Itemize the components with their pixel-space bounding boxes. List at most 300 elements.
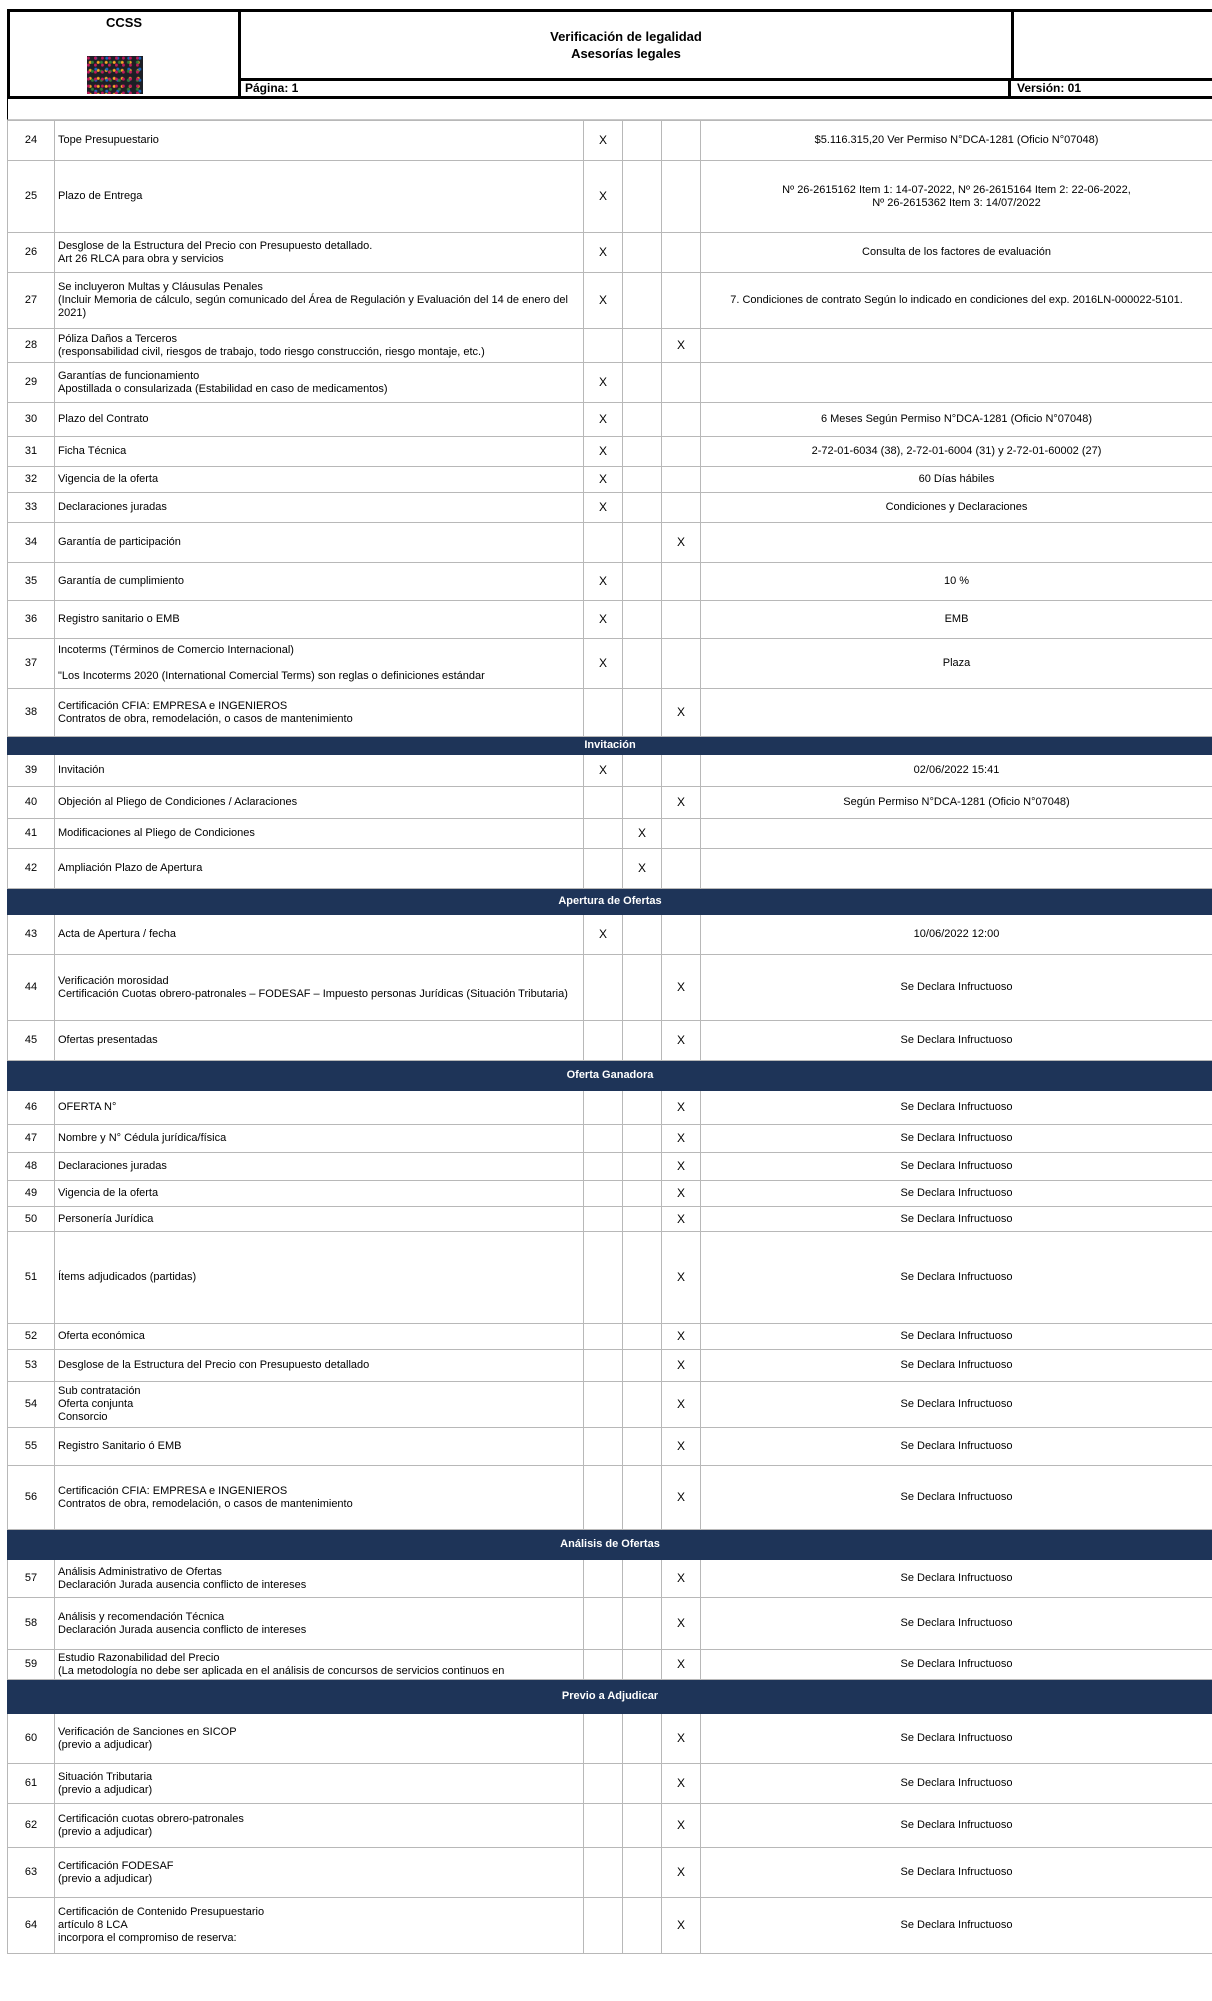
check-col-2 — [623, 161, 662, 233]
row-description: Ofertas presentadas — [55, 1021, 584, 1061]
org-logo — [87, 56, 143, 94]
row-number: 64 — [8, 1898, 55, 1954]
check-col-3: X — [662, 1466, 701, 1530]
row-observation: Nº 26-2615162 Item 1: 14-07-2022, Nº 26-2615164 Item 2: 22-06-2022, Nº 26-2615362 Item 3: 14/07/2022 — [701, 161, 1212, 233]
row-number: 31 — [8, 437, 55, 467]
check-col-2 — [623, 1324, 662, 1350]
row-description: Ficha Técnica — [55, 437, 584, 467]
row-description: Garantías de funcionamiento Apostillada o consularizada (Estabilidad en caso de medicamentos) — [55, 363, 584, 403]
table-row — [8, 329, 1212, 363]
row-observation: Se Declara Infructuoso — [701, 1560, 1212, 1598]
check-col-3: X — [662, 787, 701, 819]
check-col-2 — [623, 329, 662, 363]
section-title: Invitación — [8, 737, 1212, 755]
check-col-2 — [623, 1650, 662, 1680]
check-col-1: X — [584, 639, 623, 689]
section-header — [8, 1530, 1212, 1560]
check-col-3: X — [662, 1848, 701, 1898]
table-row — [8, 1181, 1212, 1207]
check-col-2 — [623, 121, 662, 161]
check-col-3 — [662, 915, 701, 955]
page-number: Página: 1 — [241, 81, 1011, 96]
table-row — [8, 755, 1212, 787]
check-col-1 — [584, 1125, 623, 1153]
check-col-1 — [584, 523, 623, 563]
row-number: 46 — [8, 1091, 55, 1125]
check-col-3: X — [662, 1181, 701, 1207]
table-row — [8, 161, 1212, 233]
row-description: Ampliación Plazo de Apertura — [55, 849, 584, 889]
row-number: 33 — [8, 493, 55, 523]
check-col-1 — [584, 1898, 623, 1954]
check-col-3 — [662, 403, 701, 437]
check-col-2 — [623, 563, 662, 601]
check-col-1 — [584, 1650, 623, 1680]
row-observation: 7. Condiciones de contrato Según lo indicado en condiciones del exp. 2016LN-000022-5101. — [701, 273, 1212, 329]
row-observation — [701, 363, 1212, 403]
table-row — [8, 523, 1212, 563]
check-col-3 — [662, 121, 701, 161]
check-col-1 — [584, 1021, 623, 1061]
row-observation: Se Declara Infructuoso — [701, 1153, 1212, 1181]
document-subtitle: Asesorías legales — [571, 46, 681, 61]
section-header — [8, 1061, 1212, 1091]
table-row — [8, 915, 1212, 955]
row-number: 34 — [8, 523, 55, 563]
check-col-2 — [623, 1232, 662, 1324]
row-description: Registro Sanitario ó EMB — [55, 1428, 584, 1466]
row-number: 39 — [8, 755, 55, 787]
row-description: Garantía de participación — [55, 523, 584, 563]
check-col-1 — [584, 1181, 623, 1207]
row-number: 25 — [8, 161, 55, 233]
check-col-2 — [623, 233, 662, 273]
check-col-1 — [584, 1232, 623, 1324]
check-col-2 — [623, 689, 662, 737]
row-number: 54 — [8, 1382, 55, 1428]
row-observation: Se Declara Infructuoso — [701, 1898, 1212, 1954]
row-observation: EMB — [701, 601, 1212, 639]
check-col-2 — [623, 1848, 662, 1898]
table-row — [8, 1898, 1212, 1954]
check-col-3: X — [662, 689, 701, 737]
row-number: 61 — [8, 1764, 55, 1804]
section-header — [8, 889, 1212, 915]
section-title: Previo a Adjudicar — [8, 1680, 1212, 1714]
check-col-1: X — [584, 915, 623, 955]
check-col-1: X — [584, 161, 623, 233]
check-col-1: X — [584, 437, 623, 467]
row-observation: Se Declara Infructuoso — [701, 1598, 1212, 1650]
check-col-2 — [623, 1714, 662, 1764]
row-observation: 10/06/2022 12:00 — [701, 915, 1212, 955]
row-observation: Se Declara Infructuoso — [701, 955, 1212, 1021]
check-col-1 — [584, 1848, 623, 1898]
check-col-2 — [623, 273, 662, 329]
check-col-3: X — [662, 1324, 701, 1350]
check-col-3: X — [662, 1382, 701, 1428]
table-row — [8, 1428, 1212, 1466]
check-col-3: X — [662, 955, 701, 1021]
row-observation: Se Declara Infructuoso — [701, 1428, 1212, 1466]
check-col-2 — [623, 1021, 662, 1061]
check-col-1 — [584, 1382, 623, 1428]
row-observation: Se Declara Infructuoso — [701, 1804, 1212, 1848]
check-col-2 — [623, 493, 662, 523]
row-observation: Se Declara Infructuoso — [701, 1091, 1212, 1125]
check-col-2 — [623, 363, 662, 403]
row-observation: Se Declara Infructuoso — [701, 1232, 1212, 1324]
check-col-2: X — [623, 819, 662, 849]
row-description: Verificación de Sanciones en SICOP (previo a adjudicar) — [55, 1714, 584, 1764]
check-col-1 — [584, 329, 623, 363]
check-col-3 — [662, 363, 701, 403]
row-observation: Se Declara Infructuoso — [701, 1324, 1212, 1350]
check-col-3: X — [662, 523, 701, 563]
row-description: Vigencia de la oferta — [55, 467, 584, 493]
row-description: Certificación cuotas obrero-patronales (previo a adjudicar) — [55, 1804, 584, 1848]
check-col-3: X — [662, 1650, 701, 1680]
check-col-2 — [623, 1350, 662, 1382]
row-description: Plazo de Entrega — [55, 161, 584, 233]
row-number: 55 — [8, 1428, 55, 1466]
check-col-3: X — [662, 1714, 701, 1764]
check-col-1 — [584, 1560, 623, 1598]
check-col-1 — [584, 1598, 623, 1650]
row-description: OFERTA N° — [55, 1091, 584, 1125]
row-description: Nombre y N° Cédula jurídica/física — [55, 1125, 584, 1153]
check-col-1: X — [584, 273, 623, 329]
table-row — [8, 1091, 1212, 1125]
check-col-1 — [584, 1714, 623, 1764]
table-row — [8, 689, 1212, 737]
row-description: Estudio Razonabilidad del Precio (La metodología no debe ser aplicada en el análisis de concursos de servicios continuos en — [55, 1650, 584, 1680]
check-col-1 — [584, 1350, 623, 1382]
section-title: Apertura de Ofertas — [8, 889, 1212, 915]
title-cell — [241, 12, 1014, 81]
row-number: 26 — [8, 233, 55, 273]
check-col-2 — [623, 1598, 662, 1650]
row-description: Situación Tributaria (previo a adjudicar) — [55, 1764, 584, 1804]
check-col-1 — [584, 1091, 623, 1125]
check-col-3: X — [662, 1125, 701, 1153]
check-col-2 — [623, 1207, 662, 1232]
row-number: 45 — [8, 1021, 55, 1061]
row-number: 32 — [8, 467, 55, 493]
check-col-2 — [623, 1181, 662, 1207]
check-col-3: X — [662, 1764, 701, 1804]
row-number: 56 — [8, 1466, 55, 1530]
row-description: Ítems adjudicados (partidas) — [55, 1232, 584, 1324]
table-row — [8, 233, 1212, 273]
header-blank-cell — [1014, 12, 1212, 81]
check-col-1 — [584, 787, 623, 819]
check-col-1 — [584, 1466, 623, 1530]
check-col-3 — [662, 493, 701, 523]
row-number: 36 — [8, 601, 55, 639]
check-col-2 — [623, 1560, 662, 1598]
row-observation: Según Permiso N°DCA-1281 (Oficio N°07048) — [701, 787, 1212, 819]
row-number: 24 — [8, 121, 55, 161]
check-col-2 — [623, 1125, 662, 1153]
check-col-1: X — [584, 121, 623, 161]
check-col-3 — [662, 161, 701, 233]
row-number: 27 — [8, 273, 55, 329]
check-col-3: X — [662, 1232, 701, 1324]
verification-table — [7, 120, 1212, 1954]
check-col-1: X — [584, 467, 623, 493]
check-col-2 — [623, 1466, 662, 1530]
check-col-1 — [584, 1804, 623, 1848]
document-header — [7, 9, 1212, 99]
check-col-1 — [584, 1324, 623, 1350]
row-number: 58 — [8, 1598, 55, 1650]
table-row — [8, 787, 1212, 819]
row-description: Sub contratación Oferta conjunta Consorcio — [55, 1382, 584, 1428]
row-observation: Se Declara Infructuoso — [701, 1764, 1212, 1804]
section-title: Análisis de Ofertas — [8, 1530, 1212, 1560]
row-description: Análisis y recomendación Técnica Declaración Jurada ausencia conflicto de intereses — [55, 1598, 584, 1650]
row-description: Tope Presupuestario — [55, 121, 584, 161]
row-number: 62 — [8, 1804, 55, 1848]
row-number: 30 — [8, 403, 55, 437]
row-observation: Se Declara Infructuoso — [701, 1466, 1212, 1530]
row-observation: Plaza — [701, 639, 1212, 689]
row-number: 43 — [8, 915, 55, 955]
check-col-3 — [662, 755, 701, 787]
check-col-1 — [584, 849, 623, 889]
check-col-2 — [623, 1153, 662, 1181]
row-description: Póliza Daños a Terceros (responsabilidad civil, riesgos de trabajo, todo riesgo construcción, riesgo montaje, etc.) — [55, 329, 584, 363]
row-number: 52 — [8, 1324, 55, 1350]
section-header — [8, 1680, 1212, 1714]
check-col-3: X — [662, 1898, 701, 1954]
check-col-1: X — [584, 755, 623, 787]
table-row — [8, 493, 1212, 523]
row-observation: Se Declara Infructuoso — [701, 1650, 1212, 1680]
table-row — [8, 363, 1212, 403]
check-col-2 — [623, 467, 662, 493]
row-description: Registro sanitario o EMB — [55, 601, 584, 639]
check-col-2 — [623, 915, 662, 955]
table-row — [8, 849, 1212, 889]
row-description: Declaraciones juradas — [55, 493, 584, 523]
table-row — [8, 1714, 1212, 1764]
row-description: Incoterms (Términos de Comercio Internacional) "Los Incoterms 2020 (International Comercial Terms) son reglas o definiciones estándar — [55, 639, 584, 689]
row-observation — [701, 849, 1212, 889]
table-row — [8, 1125, 1212, 1153]
row-observation — [701, 689, 1212, 737]
check-col-3: X — [662, 1598, 701, 1650]
check-col-1 — [584, 1207, 623, 1232]
table-row — [8, 1598, 1212, 1650]
row-description: Certificación FODESAF (previo a adjudicar) — [55, 1848, 584, 1898]
row-number: 41 — [8, 819, 55, 849]
table-row — [8, 1848, 1212, 1898]
check-col-3 — [662, 849, 701, 889]
table-row — [8, 1232, 1212, 1324]
check-col-1: X — [584, 233, 623, 273]
check-col-2 — [623, 437, 662, 467]
table-row — [8, 563, 1212, 601]
row-number: 35 — [8, 563, 55, 601]
row-description: Objeción al Pliego de Condiciones / Aclaraciones — [55, 787, 584, 819]
header-separator — [7, 99, 1212, 120]
check-col-2 — [623, 787, 662, 819]
check-col-1: X — [584, 363, 623, 403]
row-description: Declaraciones juradas — [55, 1153, 584, 1181]
row-number: 42 — [8, 849, 55, 889]
check-col-1 — [584, 819, 623, 849]
table-row — [8, 639, 1212, 689]
row-number: 60 — [8, 1714, 55, 1764]
row-description: Análisis Administrativo de Ofertas Declaración Jurada ausencia conflicto de intereses — [55, 1560, 584, 1598]
row-description: Certificación CFIA: EMPRESA e INGENIEROS Contratos de obra, remodelación, o casos de mantenimiento — [55, 689, 584, 737]
row-number: 57 — [8, 1560, 55, 1598]
check-col-1: X — [584, 493, 623, 523]
check-col-1 — [584, 1764, 623, 1804]
check-col-2 — [623, 755, 662, 787]
check-col-1 — [584, 955, 623, 1021]
check-col-3: X — [662, 1560, 701, 1598]
row-observation: Se Declara Infructuoso — [701, 1181, 1212, 1207]
row-description: Invitación — [55, 755, 584, 787]
row-number: 38 — [8, 689, 55, 737]
check-col-2 — [623, 403, 662, 437]
table-row — [8, 1650, 1212, 1680]
row-description: Se incluyeron Multas y Cláusulas Penales (Incluir Memoria de cálculo, según comunicado del Área de Regulación y Evaluación del 14 de enero del 2021) — [55, 273, 584, 329]
table-row — [8, 601, 1212, 639]
check-col-1 — [584, 1428, 623, 1466]
row-description: Vigencia de la oferta — [55, 1181, 584, 1207]
check-col-3: X — [662, 1804, 701, 1848]
row-observation — [701, 819, 1212, 849]
version-number: Versión: 01 — [1017, 81, 1082, 95]
check-col-3 — [662, 601, 701, 639]
check-col-2 — [623, 1898, 662, 1954]
table-row — [8, 1804, 1212, 1848]
row-description: Verificación morosidad Certificación Cuotas obrero-patronales – FODESAF – Impuesto personas Jurídicas (Situación Tributaria) — [55, 955, 584, 1021]
row-observation: 10 % — [701, 563, 1212, 601]
row-observation: Se Declara Infructuoso — [701, 1350, 1212, 1382]
check-col-3 — [662, 273, 701, 329]
check-col-3 — [662, 639, 701, 689]
row-number: 59 — [8, 1650, 55, 1680]
table-row — [8, 1560, 1212, 1598]
check-col-3: X — [662, 329, 701, 363]
table-row — [8, 1021, 1212, 1061]
check-col-3: X — [662, 1091, 701, 1125]
check-col-3: X — [662, 1153, 701, 1181]
row-observation: 60 Días hábiles — [701, 467, 1212, 493]
check-col-2 — [623, 639, 662, 689]
check-col-2 — [623, 601, 662, 639]
table-row — [8, 273, 1212, 329]
check-col-3: X — [662, 1350, 701, 1382]
table-row — [8, 1350, 1212, 1382]
row-number: 44 — [8, 955, 55, 1021]
row-number: 28 — [8, 329, 55, 363]
check-col-1: X — [584, 601, 623, 639]
row-observation: 2-72-01-6034 (38), 2-72-01-6004 (31) y 2-72-01-60002 (27) — [701, 437, 1212, 467]
row-description: Plazo del Contrato — [55, 403, 584, 437]
check-col-1 — [584, 689, 623, 737]
table-row — [8, 403, 1212, 437]
table-row — [8, 1382, 1212, 1428]
row-description: Certificación de Contenido Presupuestario artículo 8 LCA incorpora el compromiso de reserva: — [55, 1898, 584, 1954]
row-number: 29 — [8, 363, 55, 403]
row-number: 40 — [8, 787, 55, 819]
row-observation — [701, 523, 1212, 563]
org-name: CCSS — [105, 15, 143, 30]
check-col-1 — [584, 1153, 623, 1181]
table-row — [8, 1764, 1212, 1804]
check-col-1: X — [584, 563, 623, 601]
check-col-3: X — [662, 1021, 701, 1061]
row-observation: Se Declara Infructuoso — [701, 1021, 1212, 1061]
row-observation: Se Declara Infructuoso — [701, 1125, 1212, 1153]
row-observation: Consulta de los factores de evaluación — [701, 233, 1212, 273]
check-col-1: X — [584, 403, 623, 437]
table-row — [8, 1324, 1212, 1350]
check-col-2: X — [623, 849, 662, 889]
row-observation: Se Declara Infructuoso — [701, 1382, 1212, 1428]
row-description: Personería Jurídica — [55, 1207, 584, 1232]
check-col-3 — [662, 819, 701, 849]
section-header — [8, 737, 1212, 755]
row-observation — [701, 329, 1212, 363]
check-col-3 — [662, 563, 701, 601]
row-observation: Se Declara Infructuoso — [701, 1207, 1212, 1232]
check-col-3 — [662, 467, 701, 493]
check-col-2 — [623, 1091, 662, 1125]
row-observation: Condiciones y Declaraciones — [701, 493, 1212, 523]
table-row — [8, 121, 1212, 161]
row-description: Desglose de la Estructura del Precio con Presupuesto detallado. Art 26 RLCA para obra y servicios — [55, 233, 584, 273]
row-number: 63 — [8, 1848, 55, 1898]
check-col-3: X — [662, 1428, 701, 1466]
row-description: Oferta económica — [55, 1324, 584, 1350]
row-number: 51 — [8, 1232, 55, 1324]
row-observation: 02/06/2022 15:41 — [701, 755, 1212, 787]
table-row — [8, 1153, 1212, 1181]
row-observation: $5.116.315,20 Ver Permiso N°DCA-1281 (Oficio N°07048) — [701, 121, 1212, 161]
check-col-2 — [623, 955, 662, 1021]
table-row — [8, 467, 1212, 493]
row-observation: Se Declara Infructuoso — [701, 1714, 1212, 1764]
row-observation: Se Declara Infructuoso — [701, 1848, 1212, 1898]
table-row — [8, 955, 1212, 1021]
row-number: 47 — [8, 1125, 55, 1153]
row-number: 53 — [8, 1350, 55, 1382]
check-col-3 — [662, 233, 701, 273]
row-description: Modificaciones al Pliego de Condiciones — [55, 819, 584, 849]
row-observation: 6 Meses Según Permiso N°DCA-1281 (Oficio N°07048) — [701, 403, 1212, 437]
logo-cell — [10, 12, 241, 96]
row-number: 48 — [8, 1153, 55, 1181]
section-title: Oferta Ganadora — [8, 1061, 1212, 1091]
row-description: Acta de Apertura / fecha — [55, 915, 584, 955]
table-row — [8, 437, 1212, 467]
row-number: 49 — [8, 1181, 55, 1207]
row-description: Desglose de la Estructura del Precio con Presupuesto detallado — [55, 1350, 584, 1382]
check-col-2 — [623, 1428, 662, 1466]
check-col-3 — [662, 437, 701, 467]
table-row — [8, 1207, 1212, 1232]
check-col-2 — [623, 523, 662, 563]
check-col-2 — [623, 1804, 662, 1848]
check-col-3: X — [662, 1207, 701, 1232]
